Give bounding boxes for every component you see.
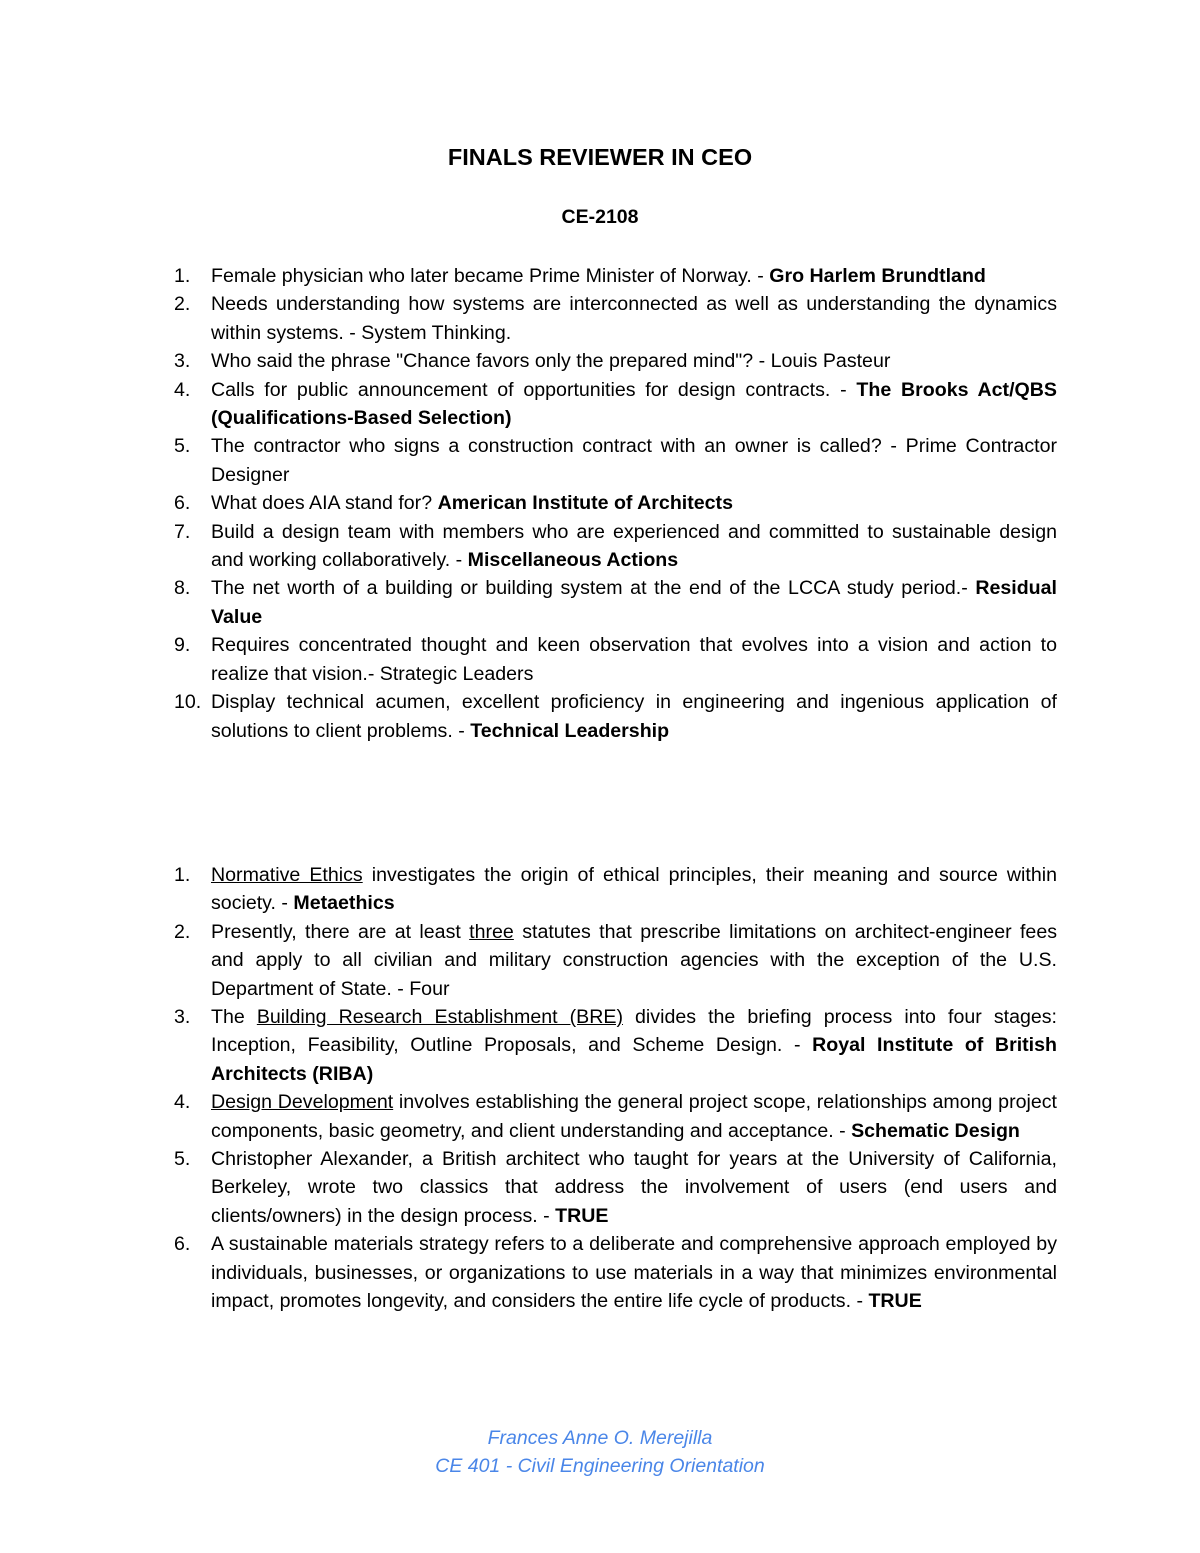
question-list-2	[174, 861, 1058, 1316]
answer-text: Royal Institute of British Architects (RIBA)	[211, 1034, 1057, 1085]
list-item	[174, 347, 1057, 375]
item-number: 1.	[174, 265, 191, 287]
item-number: 9.	[174, 634, 191, 657]
item-number: 2.	[174, 920, 191, 943]
document-title: FINALS REVIEWER IN CEO	[447, 144, 753, 170]
list-item	[174, 1003, 1058, 1088]
question-text: The	[211, 1006, 257, 1029]
question-text: investigates the origin of ethical principles, their meaning and source within society. -	[211, 864, 1057, 915]
list-item	[174, 290, 1057, 347]
question-list-1	[174, 262, 1057, 745]
item-number: 2.	[174, 293, 191, 316]
underlined-term: Design Development	[211, 1091, 394, 1114]
underlined-term: three	[469, 920, 514, 943]
item-number: 4.	[174, 1091, 191, 1114]
item-number: 3.	[174, 350, 191, 373]
footer-course: CE 401 - Civil Engineering Orientation	[435, 1455, 765, 1477]
question-text: Calls for public announcement of opportunities for design contracts. -	[211, 378, 857, 401]
list-item	[174, 631, 1057, 688]
question-text: Build a design team with members who are experienced and committed to sustainable design and working collaboratively. -	[211, 520, 1057, 572]
question-text: Presently, there are at least	[211, 920, 470, 943]
question-text: Requires concentrated thought and keen observation that evolves into a vision and action to realize that vision.- Strategic Leaders	[211, 634, 1057, 685]
item-number: 1.	[174, 864, 191, 886]
question-text: Needs understanding how systems are interconnected as well as understanding the dynamics within systems. - System Thinking.	[211, 293, 1057, 344]
item-number: 6.	[174, 492, 191, 515]
item-number: 5.	[174, 1148, 191, 1171]
underlined-term: Normative Ethics	[211, 864, 363, 886]
document-subtitle: CE-2108	[561, 206, 639, 228]
item-number: 10.	[174, 691, 202, 714]
question-text: The net worth of a building or building system at the end of the LCCA study period.-	[211, 577, 976, 600]
item-number: 8.	[174, 577, 191, 600]
footer-author: Frances Anne O. Merejilla	[487, 1427, 713, 1449]
question-text: statutes that prescribe limitations on architect-engineer fees and apply to all civilian and military construction agencies with the exception of the U.S. Department of State. - Four	[211, 920, 1058, 1000]
list-item	[174, 688, 1057, 745]
answer-text: Gro Harlem Brundtland	[769, 265, 986, 287]
list-item	[174, 861, 1057, 918]
list-item	[174, 262, 1057, 290]
list-item	[174, 1145, 1057, 1230]
list-item	[174, 1088, 1057, 1145]
answer-text: Metaethics	[293, 892, 395, 915]
list-item	[174, 1230, 1057, 1315]
list-item	[174, 432, 1057, 489]
answer-text: Miscellaneous Actions	[467, 549, 679, 572]
question-text: divides the briefing process into four stages: Inception, Feasibility, Outline Proposals, and Scheme Design. -	[211, 1006, 1058, 1057]
list-item	[174, 918, 1058, 1003]
question-text: Female physician who later became Prime Minister of Norway. -	[211, 265, 770, 287]
question-text: What does AIA stand for?	[211, 492, 438, 515]
answer-text: Schematic Design	[851, 1119, 1020, 1142]
item-number: 3.	[174, 1006, 191, 1029]
question-text: Christopher Alexander, a British architect who taught for years at the University of California, Berkeley, wrote two classics that address the involvement of users (end users and clients/owners) in the design process. -	[211, 1148, 1057, 1227]
underlined-term: Building Research Establishment (BRE)	[256, 1006, 623, 1029]
list-item	[174, 518, 1057, 575]
answer-text: TRUE	[868, 1290, 922, 1313]
answer-text: TRUE	[555, 1204, 609, 1227]
list-item	[174, 574, 1057, 631]
item-number: 5.	[174, 435, 191, 458]
question-text: Who said the phrase "Chance favors only the prepared mind"? - Louis Pasteur	[211, 350, 891, 373]
item-number: 4.	[174, 378, 191, 401]
question-text: involves establishing the general project scope, relationships among project components, basic geometry, and client understanding and acceptance. -	[211, 1091, 1057, 1142]
answer-text: The Brooks Act/QBS (Qualifications-Based Selection)	[211, 378, 1057, 430]
answer-text: Technical Leadership	[470, 719, 670, 742]
answer-text: American Institute of Architects	[437, 492, 733, 515]
question-text: The contractor who signs a construction contract with an owner is called? - Prime Contractor Designer	[211, 435, 1057, 486]
answer-text: Residual Value	[211, 577, 1057, 628]
item-number: 7.	[174, 520, 191, 543]
item-number: 6.	[174, 1233, 191, 1256]
list-item	[174, 489, 1057, 517]
question-text: Display technical acumen, excellent proficiency in engineering and ingenious application of solutions to client problems. -	[211, 691, 1057, 742]
list-item	[174, 376, 1057, 433]
question-text: A sustainable materials strategy refers to a deliberate and comprehensive approach employed by individuals, businesses, or organizations to use materials in a way that minimizes environmental impact, promotes longevity, and considers the entire life cycle of products. -	[211, 1233, 1057, 1313]
